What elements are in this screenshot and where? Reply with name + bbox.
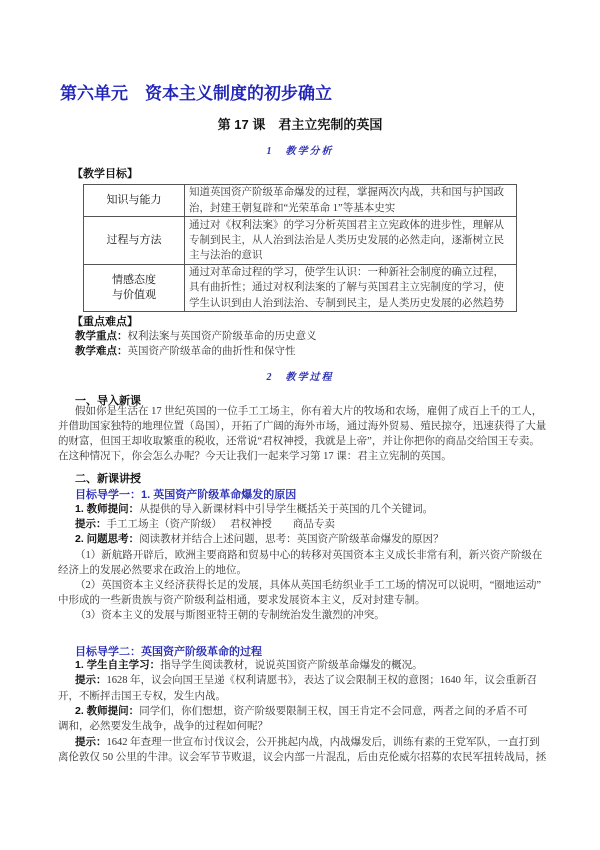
text-line: 并借助国家独特的地理位置（岛国），开拓了广阔的海外市场，通过海外贸易、殖民掠夺，迅速获得了大量 [58, 421, 547, 433]
line-label: 2. 教师提问： [75, 704, 140, 717]
line-label: 提示： [75, 735, 107, 748]
unit-title: 第六单元 资本主义制度的初步确立 [60, 84, 332, 103]
section-teaching-analysis: 1 教学分析 [266, 146, 334, 157]
table-row [84, 217, 517, 265]
goals-heading: 【教学目标】 [72, 168, 138, 180]
part1-heading: 一、导入新课 [75, 395, 141, 407]
text-line [75, 532, 444, 546]
text-line: 的财富，但国王却收取繁重的税收，还常说“君权神授，我就是上帝”，并让你把你的商品交给国王专卖。 [58, 436, 540, 448]
line-label: 提示： [75, 518, 107, 531]
goal-label: 知识与能力 [84, 185, 185, 217]
key-point [75, 329, 317, 343]
text-line [75, 578, 541, 592]
text-line [75, 704, 528, 718]
key-point-label: 教学重点： [75, 330, 128, 342]
line-label: 1. 学生自主学习： [75, 659, 161, 671]
section-teaching-process: 2 教学过程 [266, 372, 334, 383]
line-text: 经济上的发展必然要求在政治上的地位。 [58, 564, 247, 576]
text-line [58, 689, 226, 703]
line-text: （3）资本主义的发展与斯图亚特王朝的专制统治发生激烈的冲突。 [75, 610, 385, 622]
text-line: 在这种情况下，你会怎么办呢？今天让我们一起来学习第 17 课：君主立宪制的英国。 [58, 451, 452, 463]
text-line [58, 750, 546, 764]
line-text: 同学们，你们想想，资产阶级要限制王权，国王肯定不会同意，两者之间的矛盾不可 [139, 705, 528, 717]
difficult-point-text: 英国资产阶级革命的曲折性和保守性 [127, 346, 296, 357]
difficult-point [75, 344, 296, 358]
key-point-text: 权利法案与英国资产阶级革命的历史意义 [127, 331, 317, 342]
goal-content: 通过对革命过程的学习，使学生认识：一种新社会制度的确立过程，具有曲折性；通过对权利法案的了解与英国君主立宪制度的学习，使学生认识到由人治到法治、专制到民主，是人类历史发展的必然趋势 [185, 265, 517, 312]
line-text: 调和，必然要发生战争，战争的过程如何呢？ [58, 721, 268, 733]
line-text: 开，不断抨击国王专权，发生内战。 [58, 690, 226, 702]
line-text: 中形成的一些新贵族与资产阶级利益相通，要求发展资本主义，反对封建专制。 [58, 595, 426, 607]
line-label: 2. 问题思考： [75, 533, 140, 546]
line-text: 从提供的导入新课材料中引导学生概括关于英国的几个关键词。 [139, 504, 434, 515]
text-line [75, 658, 423, 672]
text-line [75, 673, 537, 687]
line-text: 离伦敦仅 50 公里的牛津。议会军节节败退，议会内部一片混乱，后由克伦威尔招募的农民军扭转战局，拯 [58, 751, 547, 763]
goal-content: 通过对《权利法案》的学习分析英国君主立宪政体的进步性，理解从专制到民主，从人治到法治是人类历史发展的必然走向，逐渐树立民主与法治的意识 [185, 217, 517, 265]
line-text: （1）新航路开辟后，欧洲主要商路和贸易中心的转移对英国资本主义成长非常有利，新兴资产阶级在 [75, 549, 543, 561]
text-line [58, 593, 426, 607]
goals-table [83, 184, 517, 312]
key-heading: 【重点难点】 [72, 316, 138, 328]
line-text: 手工工场主（资产阶级） 君权神授 商品专卖 [106, 519, 335, 531]
difficult-point-label: 教学难点： [75, 345, 128, 357]
goal-content: 知道英国资产阶级革命爆发的过程，掌握两次内战，共和国与护国政治，封建王朝复辟和“光荣革命 1”等基本史实 [185, 185, 517, 217]
text-line [75, 735, 540, 749]
text-line [75, 548, 542, 562]
text-line [75, 502, 433, 516]
goal-label: 情感态度 与价值观 [84, 265, 185, 312]
line-label: 1. 教师提问： [75, 503, 140, 515]
text-line [58, 563, 247, 577]
line-text: （2）英国资本主义经济获得长足的发展，具体从英国毛纺织业手工工场的情况可以说明，“圈地运动” [75, 580, 542, 591]
text-line [75, 517, 335, 531]
text-line [75, 608, 385, 622]
line-text: 1642 年查理一世宣布讨伐议会，公开挑起内战，内战爆发后，训练有素的王党军队，一直打到 [106, 736, 540, 748]
text-line: 假如你是生活在 17 世纪英国的一位手工工场主，你有着大片的牧场和农场，雇佣了成百上千的工人， [75, 406, 543, 417]
line-text: 1628 年，议会向国王呈递《权利请愿书》，表达了议会限制王权的意图；1640 年，议会重新召 [106, 675, 537, 687]
text-line [58, 719, 268, 733]
goal-label: 过程与方法 [84, 217, 185, 265]
line-label: 提示： [75, 674, 107, 687]
table-row [84, 185, 517, 217]
line-text: 指导学生阅读教材，说说英国资产阶级革命爆发的概况。 [160, 660, 423, 671]
goal2-heading: 目标导学二：英国资产阶级革命的过程 [75, 646, 262, 658]
lesson-title: 第 17 课 君主立宪制的英国 [217, 117, 383, 132]
line-text: 阅读教材并结合上述问题，思考：英国资产阶级革命爆发的原因？ [139, 534, 444, 546]
part2-heading: 二、新课讲授 [75, 473, 141, 485]
table-row [84, 265, 517, 312]
goal1-heading: 目标导学一：1. 英国资产阶级革命爆发的原因 [75, 489, 297, 501]
